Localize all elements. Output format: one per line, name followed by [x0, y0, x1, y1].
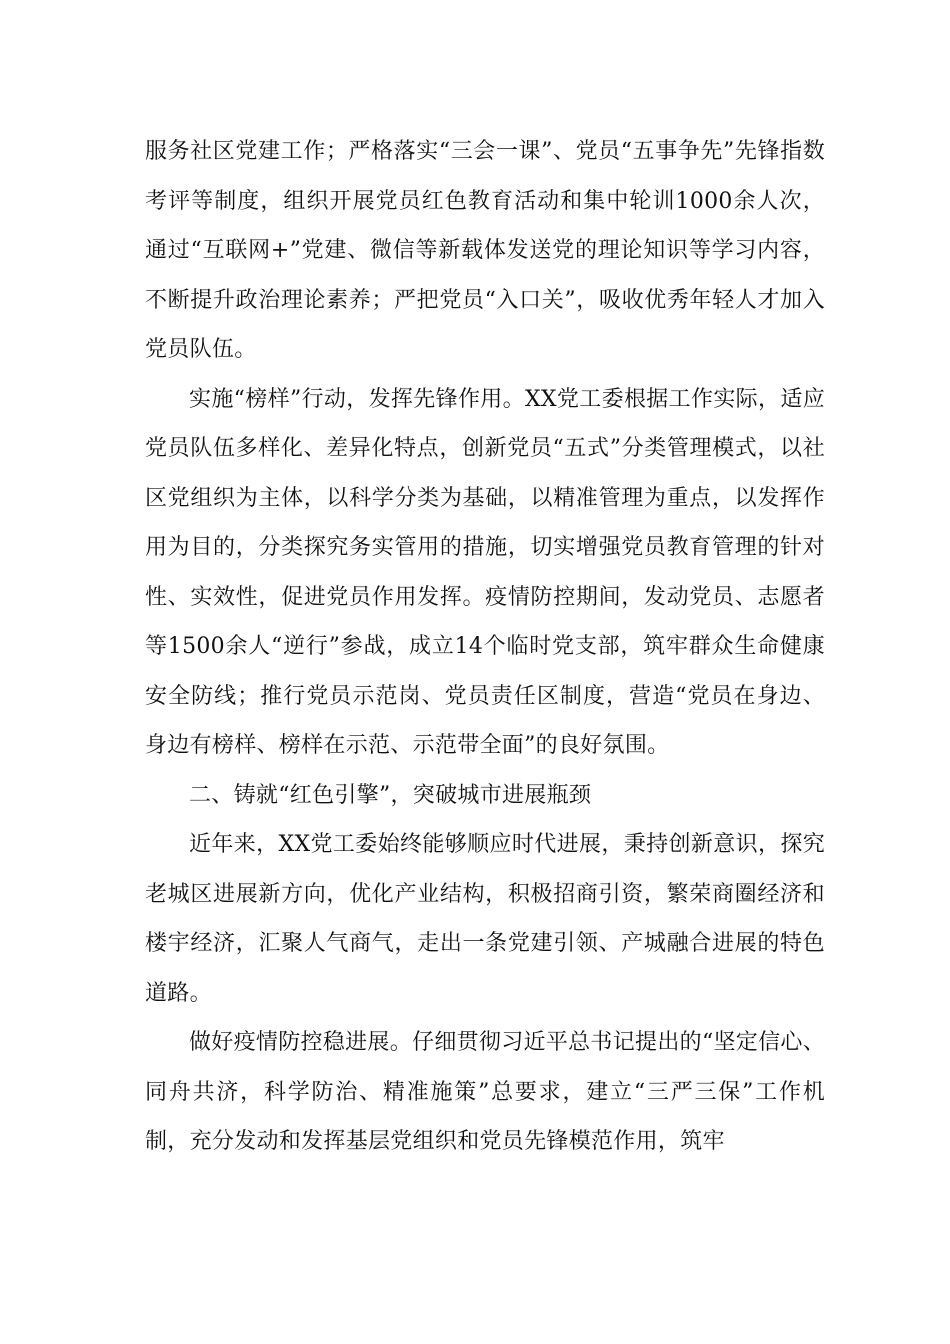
- section-heading-red-engine: 二、铸就“红色引擎”，突破城市进展瓶颈: [189, 782, 592, 808]
- document-body: [145, 127, 825, 1167]
- paragraph-urban-development: 近年来，XX党工委始终能够顺应时代进展，秉持创新意识，探究老城区进展新方向，优化产业结构，积极招商引资，繁荣商圈经济和楼宇经济，汇聚人气商气，走出一条党建引领、产城融合进展的特色道路。: [145, 832, 825, 1006]
- paragraph-epidemic-prevention: 做好疫情防控稳进展。仔细贯彻习近平总书记提出的“坚定信心、同舟共济，科学防治、精准施策”总要求，建立“三严三保”工作机制，充分发动和发挥基层党组织和党员先锋模范作用，筑牢: [145, 1030, 825, 1154]
- paragraph-role-model-action: 实施“榜样”行动，发挥先锋作用。XX党工委根据工作实际，适应党员队伍多样化、差异化特点，创新党员“五式”分类管理模式，以社区党组织为主体，以科学分类为基础，以精准管理为重点，以发挥作用为目的，分类探究务实管用的措施，切实增强党员教育管理的针对性、实效性，促进党员作用发挥。疫情防控期间，发动党员、志愿者等1500余人“逆行”参战，成立14个临时党支部，筑牢群众生命健康安全防线；推行党员示范岗、党员责任区制度，营造“党员在身边、身边有榜样、榜样在示范、示范带全面”的良好氛围。: [145, 386, 825, 758]
- paragraph-party-education: 服务社区党建工作；严格落实“三会一课”、党员“五事争先”先锋指数考评等制度，组织开展党员红色教育活动和集中轮训1000余人次，通过“互联网+”党建、微信等新载体发送党的理论知识等学习内容，不断提升政治理论素养；严把党员“入口关”，吸收优秀年轻人才加入党员队伍。: [145, 139, 825, 362]
